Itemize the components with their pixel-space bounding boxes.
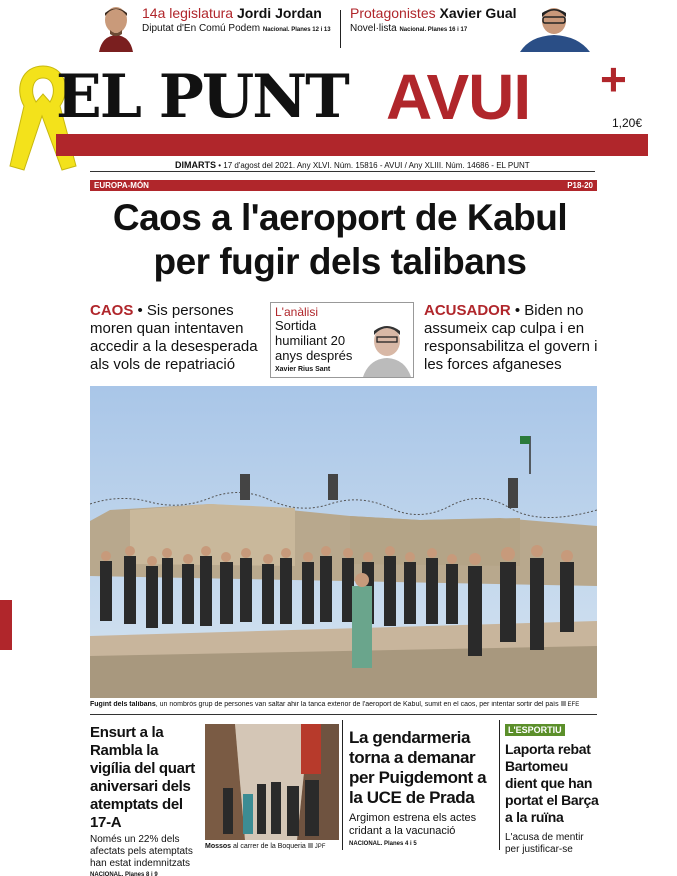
story2[interactable] xyxy=(349,728,495,847)
story2-sub: Argimon estrena els actes cridant a la vacunació xyxy=(349,812,477,837)
teaser-right[interactable] xyxy=(350,4,540,48)
photo-caption-bold: Fugint dels talibans xyxy=(90,701,156,708)
left-subhead[interactable] xyxy=(90,302,260,374)
headline-line2: per fugir dels talibans xyxy=(153,241,527,282)
photo-caption-credit: EFE xyxy=(567,702,580,708)
story1-headline: Ensurt a la Rambla la vigília del quart aniversari dels atemptats del 17-A xyxy=(90,724,195,831)
story1[interactable] xyxy=(90,724,200,876)
story1-pages: NACIONAL. Planes 8 i 9 xyxy=(90,872,158,876)
analysis-card[interactable] xyxy=(270,302,414,378)
left-edge-tab xyxy=(0,600,12,650)
right-subhead[interactable] xyxy=(424,302,599,374)
dateline xyxy=(175,160,530,170)
right-subhead-key: ACUSADOR xyxy=(424,302,511,319)
section-name: EUROPA-MÓN xyxy=(94,181,149,190)
story2-headline: La gendarmeria torna a demanar per Puigdemont a la UCE de Prada xyxy=(349,728,487,807)
photo-caption xyxy=(90,701,597,708)
story1-sub: Només un 22% dels afectats pels atemptats han estat indemnitzats xyxy=(90,834,193,869)
masthead-el-punt: EL PUNT xyxy=(56,62,348,132)
teaser-left-pages: Nacional. Planes 12 i 13 xyxy=(262,27,331,33)
section-pages: P18-20 xyxy=(567,181,593,190)
bottom-divider-1 xyxy=(342,720,343,850)
teaser-left-name: Jordi Jordan xyxy=(236,5,322,21)
teaser-left-photo xyxy=(96,4,136,52)
photo-caption-text: , un nombrós grup de persones van saltar ahir la tanca exterior de l'aeroport de Kabul, sumit en el caos, per intentar sortir del país xyxy=(155,701,559,708)
right-subhead-text: • Biden no assumeix cap culpa i en responsabilitza el govern i les forces afganeses xyxy=(424,302,598,373)
bottom-divider-2 xyxy=(499,720,500,850)
teaser-right-desc: Novel·lista xyxy=(350,23,397,34)
headline-line1: Caos a l'aeroport de Kabul xyxy=(112,197,568,238)
teaser-right-name: Xavier Gual xyxy=(439,5,517,21)
section-bar[interactable] xyxy=(90,180,597,191)
analysis-author: Xavier Rius Sant xyxy=(275,366,331,373)
story3-headline: Laporta rebat Bartomeu dient que han portat el Barça a la ruïna xyxy=(505,741,599,825)
masthead-plus: + xyxy=(600,53,627,105)
dateline-day: DIMARTS xyxy=(175,160,216,170)
analysis-title: Sortida humiliant 20 anys després xyxy=(275,318,353,363)
story3-sub: L'acusa de mentir per justificar-se xyxy=(505,832,584,855)
teaser-left-tag: 14a legislatura xyxy=(142,5,234,21)
price: 1,20€ xyxy=(612,116,643,130)
teaser-right-photo xyxy=(520,4,590,52)
dateline-rest: • 17 d'agost del 2021. Any XLVI. Núm. 15816 - AVUI / Any XLIII. Núm. 14686 - EL PUNT xyxy=(216,161,530,170)
left-subhead-text: • Sis persones moren quan intentaven accedir a la desesperada als vols de repatriació xyxy=(90,302,258,373)
teaser-left-desc: Diputat d'En Comú Podem xyxy=(142,23,261,34)
left-subhead-key: CAOS xyxy=(90,302,134,319)
esportiu-tag: L'ESPORTIU xyxy=(505,724,565,736)
story1-photo-caption-text: al carrer de la Boqueria xyxy=(231,843,306,850)
story2-pages: NACIONAL. Planes 4 i 5 xyxy=(349,841,417,847)
main-headline[interactable] xyxy=(60,196,620,284)
analysis-label: L'anàlisi xyxy=(275,305,318,319)
masthead-red-rule xyxy=(56,134,648,156)
teaser-right-pages: Nacional. Planes 16 i 17 xyxy=(399,27,468,33)
teaser-right-tag: Protagonistes xyxy=(350,5,436,21)
story1-photo[interactable] xyxy=(205,724,339,840)
teaser-left[interactable] xyxy=(142,4,332,48)
story1-photo-caption-bold: Mossos xyxy=(205,843,232,850)
masthead-avui: AVUI xyxy=(386,61,531,133)
masthead-bottom-rule xyxy=(90,171,595,172)
story1-photo-caption xyxy=(205,843,325,850)
story1-photo-credit: JPF xyxy=(314,844,326,850)
photo-credit-square-icon xyxy=(561,701,566,706)
analysis-author-photo xyxy=(361,319,413,377)
main-photo[interactable] xyxy=(90,386,597,698)
teaser-divider xyxy=(340,10,341,48)
story1-credit-square-icon xyxy=(308,843,313,848)
story3[interactable] xyxy=(505,720,600,856)
bottom-top-rule xyxy=(90,714,597,715)
